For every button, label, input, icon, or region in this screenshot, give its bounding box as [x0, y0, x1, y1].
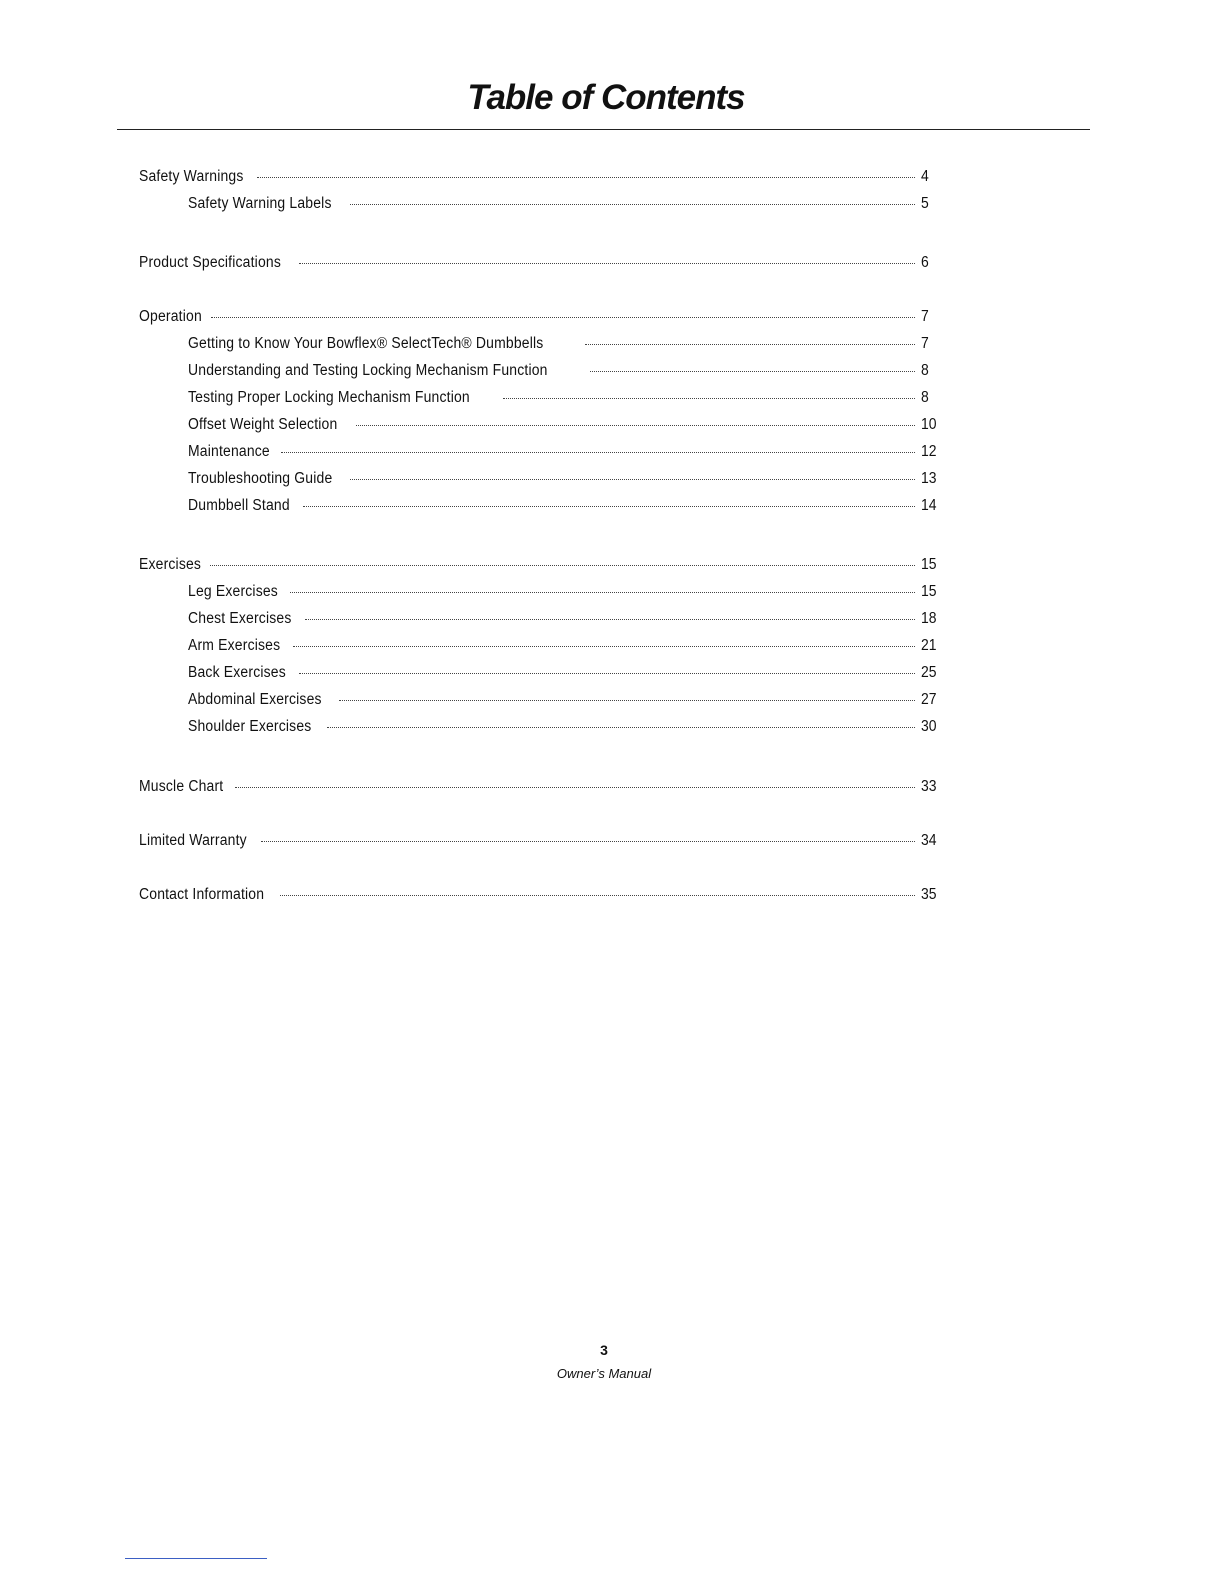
dot-leader: [356, 425, 915, 426]
toc-entry-troubleshooting[interactable]: [188, 470, 951, 492]
toc-entry-label: Chest Exercises: [188, 610, 292, 627]
toc-entry-page: 12: [921, 443, 937, 460]
toc-entry-label: Contact Information: [139, 886, 265, 903]
toc-entry-label: Safety Warnings: [139, 168, 244, 185]
toc-entry-exercises[interactable]: [139, 556, 951, 578]
toc-entry-page: 5: [921, 195, 929, 212]
toc-entry-label: Muscle Chart: [139, 778, 224, 795]
toc-entry-abdominal-exercises[interactable]: [188, 691, 951, 713]
toc-entry-maintenance[interactable]: [188, 443, 951, 465]
dot-leader: [261, 841, 915, 842]
dot-leader: [235, 787, 915, 788]
toc-entry-page: 27: [921, 691, 937, 708]
toc-entry-shoulder-exercises[interactable]: [188, 718, 951, 740]
toc-entry-label: Getting to Know Your Bowflex® SelectTech® Dumbbells: [188, 335, 544, 352]
toc-entry-contact-information[interactable]: [139, 886, 951, 908]
dot-leader: [303, 506, 915, 507]
dot-leader: [210, 565, 915, 566]
toc-entry-page: 10: [921, 416, 937, 433]
toc-entry-page: 25: [921, 664, 937, 681]
toc-entry-testing-locking[interactable]: [188, 389, 951, 411]
dot-leader: [257, 177, 915, 178]
toc-entry-safety-warnings[interactable]: [139, 168, 951, 190]
toc-entry-leg-exercises[interactable]: [188, 583, 951, 605]
toc-entry-label: Abdominal Exercises: [188, 691, 322, 708]
toc-entry-page: 7: [921, 308, 929, 325]
toc-entry-back-exercises[interactable]: [188, 664, 951, 686]
dot-leader: [339, 700, 915, 701]
toc-entry-page: 14: [921, 497, 937, 514]
toc-entry-page: 6: [921, 254, 929, 271]
toc-entry-label: Testing Proper Locking Mechanism Function: [188, 389, 470, 406]
toc-entry-label: Dumbbell Stand: [188, 497, 290, 514]
toc-entry-label: Understanding and Testing Locking Mechanism Function: [188, 362, 548, 379]
toc-entry-label: Maintenance: [188, 443, 270, 460]
toc-entry-limited-warranty[interactable]: [139, 832, 951, 854]
toc-entry-getting-to-know[interactable]: [188, 335, 951, 357]
toc-entry-chest-exercises[interactable]: [188, 610, 951, 632]
toc-entry-product-specifications[interactable]: [139, 254, 951, 276]
toc-entry-label: Leg Exercises: [188, 583, 278, 600]
dot-leader: [299, 673, 915, 674]
toc-entry-operation[interactable]: [139, 308, 951, 330]
dot-leader: [305, 619, 915, 620]
bottom-divider: [125, 1558, 267, 1559]
dot-leader: [590, 371, 915, 372]
dot-leader: [290, 592, 915, 593]
footer-page-number: 3: [600, 1342, 608, 1358]
toc-entry-page: 18: [921, 610, 937, 627]
dot-leader: [350, 479, 915, 480]
toc-entry-label: Product Specifications: [139, 254, 281, 271]
toc-entry-page: 7: [921, 335, 929, 352]
toc-entry-label: Limited Warranty: [139, 832, 247, 849]
toc-entry-label: Arm Exercises: [188, 637, 281, 654]
toc-entry-dumbbell-stand[interactable]: [188, 497, 951, 519]
toc-entry-arm-exercises[interactable]: [188, 637, 951, 659]
toc-entry-label: Exercises: [139, 556, 202, 573]
toc-entry-label: Safety Warning Labels: [188, 195, 332, 212]
dot-leader: [281, 452, 915, 453]
toc-entry-page: 34: [921, 832, 937, 849]
toc-entry-page: 30: [921, 718, 937, 735]
dot-leader: [293, 646, 915, 647]
dot-leader: [350, 204, 915, 205]
toc-entry-offset-weight[interactable]: [188, 416, 951, 438]
toc-entry-understanding-locking[interactable]: [188, 362, 951, 384]
toc-entry-page: 33: [921, 778, 937, 795]
toc-entry-page: 35: [921, 886, 937, 903]
toc-entry-label: Operation: [139, 308, 202, 325]
dot-leader: [585, 344, 915, 345]
toc-entry-page: 8: [921, 389, 929, 406]
toc-entry-label: Shoulder Exercises: [188, 718, 312, 735]
dot-leader: [503, 398, 915, 399]
toc-entry-label: Back Exercises: [188, 664, 286, 681]
toc-entry-label: Offset Weight Selection: [188, 416, 338, 433]
toc-entry-page: 15: [921, 583, 937, 600]
footer-manual-name: Owner’s Manual: [556, 1366, 652, 1381]
toc-entry-label: Troubleshooting Guide: [188, 470, 333, 487]
dot-leader: [327, 727, 915, 728]
dot-leader: [299, 263, 915, 264]
dot-leader: [211, 317, 915, 318]
toc-entry-page: 4: [921, 168, 929, 185]
toc-entry-page: 15: [921, 556, 937, 573]
toc-entry-page: 21: [921, 637, 937, 654]
toc-entry-safety-warning-labels[interactable]: [188, 195, 951, 217]
page-title: Table of Contents: [467, 78, 745, 117]
dot-leader: [280, 895, 915, 896]
toc-entry-page: 8: [921, 362, 929, 379]
toc-entry-page: 13: [921, 470, 937, 487]
toc-entry-muscle-chart[interactable]: [139, 778, 951, 800]
